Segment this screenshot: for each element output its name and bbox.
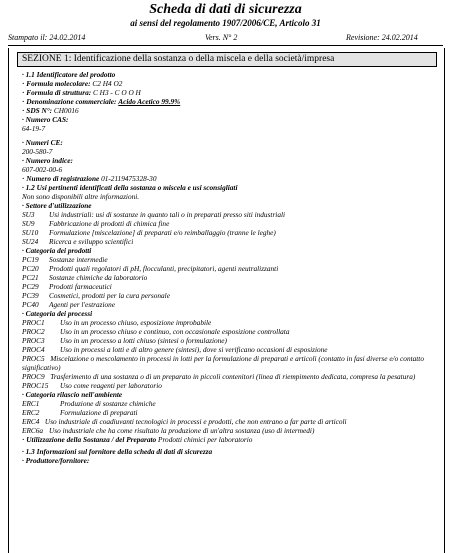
ec-number-value: 200-580-7: [22, 147, 53, 156]
product-description: Agenti per l'estrazione: [49, 300, 116, 309]
list-item: [22, 381, 436, 390]
list-item: [22, 228, 436, 237]
release-code: ERC2: [22, 408, 40, 417]
product-description: Sostanze intermedie: [49, 255, 108, 264]
process-description: Uso in un processo chiuso e continuo, con occasionale esposizione controllata: [60, 327, 290, 336]
registration-number-value: 01-2119475328-30: [101, 174, 157, 183]
ec-number-label: · Numeri CE:: [22, 138, 436, 147]
document-title: Scheda di dati di sicurezza: [149, 2, 302, 17]
process-category-label: · Categoria dei processi: [22, 309, 436, 318]
registration-number-label: Numero di registrazione: [26, 174, 100, 183]
release-description: Uso industriale di coadiuvanti tecnologici in processi e prodotti, che non entrano a far parte di articoli: [44, 417, 347, 426]
section-1-content: [22, 70, 436, 465]
list-item: [22, 282, 436, 291]
process-code: PROC2: [22, 327, 45, 336]
list-item: [22, 210, 436, 219]
index-number-value: 607-002-00-6: [22, 165, 63, 174]
process-description: Uso come reagenti per laboratorio: [60, 381, 162, 390]
index-number-label: · Numero indice:: [22, 156, 436, 165]
subsection-1-1-heading: · 1.1 Identificatore del prodotto: [22, 70, 436, 79]
product-code: PC20: [22, 264, 39, 273]
use-description: Fabbricazione di prodotti di chimica fine: [49, 219, 170, 228]
list-item: [22, 264, 436, 273]
formula-structure-row: [22, 88, 436, 97]
product-category-label: · Categoria dei prodotti: [22, 246, 436, 255]
trade-name-label: Denominazione commerciale:: [26, 97, 117, 106]
process-code: PROC3: [22, 336, 45, 345]
sds-number-row: [22, 106, 436, 115]
trade-name-value: Acido Acetico 99.9%: [118, 97, 181, 106]
list-item: [22, 273, 436, 282]
formula-molecular-row: [22, 79, 436, 88]
list-item: [22, 417, 436, 426]
product-description: Cosmetici, prodotti per la cura personale: [49, 291, 170, 300]
trade-name-row: [22, 97, 436, 106]
formula-molecular-value: C2 H4 O2: [92, 79, 123, 88]
list-item: [22, 237, 436, 246]
list-item: [22, 345, 436, 354]
stamped-date: Stampato il: 24.02.2014: [8, 33, 86, 42]
product-code: PC19: [22, 255, 39, 264]
product-code: PC21: [22, 273, 39, 282]
subsection-1-3-heading: · 1.3 Informazioni sul fornitore della scheda di dati di sicurezza: [22, 447, 436, 456]
cas-number-value: 64-19-7: [22, 124, 46, 133]
release-description: Formulazione di preparati: [60, 408, 138, 417]
product-category-list: [22, 255, 436, 309]
version-number: Vers. N° 2: [205, 33, 238, 42]
list-item: [22, 291, 436, 300]
product-code: PC39: [22, 291, 39, 300]
registration-number-row: [22, 174, 436, 183]
process-description: Uso in processi a lotti e di altro genere (sintesi), dove si verificano occasioni di esposizione: [60, 345, 328, 354]
product-description: Prodotti farmaceutici: [49, 282, 112, 291]
sector-of-use-label: · Settore d'utilizzazione: [22, 201, 436, 210]
process-code: PROC5: [22, 354, 45, 363]
use-code: SU24: [22, 237, 39, 246]
substance-use-row: [22, 435, 436, 444]
revision-date: Revisione: 24.02.2014: [346, 33, 418, 42]
release-code: ERC1: [22, 399, 40, 408]
sds-number-value: CH0016: [53, 106, 79, 115]
list-item: [22, 399, 436, 408]
process-code: PROC1: [22, 318, 45, 327]
subsection-1-2-heading: · 1.2 Usi pertinenti identificati della sostanza o miscela e usi sconsigliati: [22, 183, 436, 192]
formula-structure-value: C H3 - C O O H: [92, 88, 141, 97]
substance-use-label: Utilizzazione della Sostanza / del Preparato: [26, 435, 157, 444]
sector-of-use-list: [22, 210, 436, 246]
list-item: [22, 327, 436, 336]
use-code: SU9: [22, 219, 35, 228]
sds-number-label: SDS N°:: [26, 106, 53, 115]
subsection-1-2-text: Non sono disponibili altre informazioni.: [22, 192, 140, 201]
formula-structure-label: Formula di struttura:: [26, 88, 92, 97]
product-code: PC40: [22, 300, 39, 309]
list-item: [22, 426, 436, 435]
release-category-list: [22, 399, 436, 435]
list-item: [22, 336, 436, 345]
release-code: ERC6a: [22, 426, 44, 435]
process-description: Uso in un processo chiuso, esposizione improbabile: [60, 318, 212, 327]
list-item: [22, 372, 436, 381]
process-code: PROC15: [22, 381, 49, 390]
cas-number-label: · Numero CAS:: [22, 115, 436, 124]
substance-use-value: Prodotti chimici per laboratorio: [158, 435, 253, 444]
use-description: Formulazione [miscelazione] di preparati e/o reimballaggio (tranne le leghe): [49, 228, 276, 237]
process-description: Trasferimento di una sostanza o di un preparato in piccoli contenitori (linea di riempimento dedicata, compresa la pesatura): [50, 372, 416, 381]
use-code: SU10: [22, 228, 39, 237]
use-code: SU3: [22, 210, 35, 219]
release-code: ERC4: [22, 417, 40, 426]
release-description: Produzione di sostanze chimiche: [60, 399, 156, 408]
process-description: Miscelazione o mescolamento in processi in lotti per la formulazione di preparati e articoli (contatto in fasi diverse e/o contatto significativo): [22, 354, 424, 372]
process-description: Uso in un processo a lotti chiuso (sintesi o formulazione): [60, 336, 227, 345]
use-description: Ricerca e sviluppo scientifici: [49, 237, 134, 246]
list-item: [22, 318, 436, 327]
process-code: PROC4: [22, 345, 45, 354]
list-item: [22, 255, 436, 264]
product-description: Sostanze chimiche da laboratorio: [49, 273, 148, 282]
use-description: Usi industriali: usi di sostanze in quanto tali o in preparati presso siti industriali: [49, 210, 286, 219]
process-category-list: [22, 318, 436, 390]
release-description: Uso industriale che ha come risultato la produzione di un'altra sostanza (uso di intermedi): [49, 426, 315, 435]
list-item: [22, 219, 436, 228]
list-item: [22, 408, 436, 417]
process-code: PROC9: [22, 372, 45, 381]
product-code: PC29: [22, 282, 39, 291]
producer-supplier-label: · Produttore/fornitore:: [22, 456, 436, 465]
release-category-label: · Categoria rilascio nell'ambiente: [22, 390, 436, 399]
list-item: [22, 354, 436, 372]
section-1-banner: SEZIONE 1: Identificazione della sostanza o della miscela e della società/impresa: [17, 52, 437, 67]
header-rule: [8, 45, 443, 46]
product-description: Prodotti quali regolatori di pH, flocculanti, precipitatori, agenti neutralizzanti: [49, 264, 279, 273]
document-subtitle: ai sensi del regolamento 1907/2006/CE, Articolo 31: [130, 18, 321, 28]
formula-molecular-label: Formula molecolare:: [26, 79, 91, 88]
list-item: [22, 300, 436, 309]
